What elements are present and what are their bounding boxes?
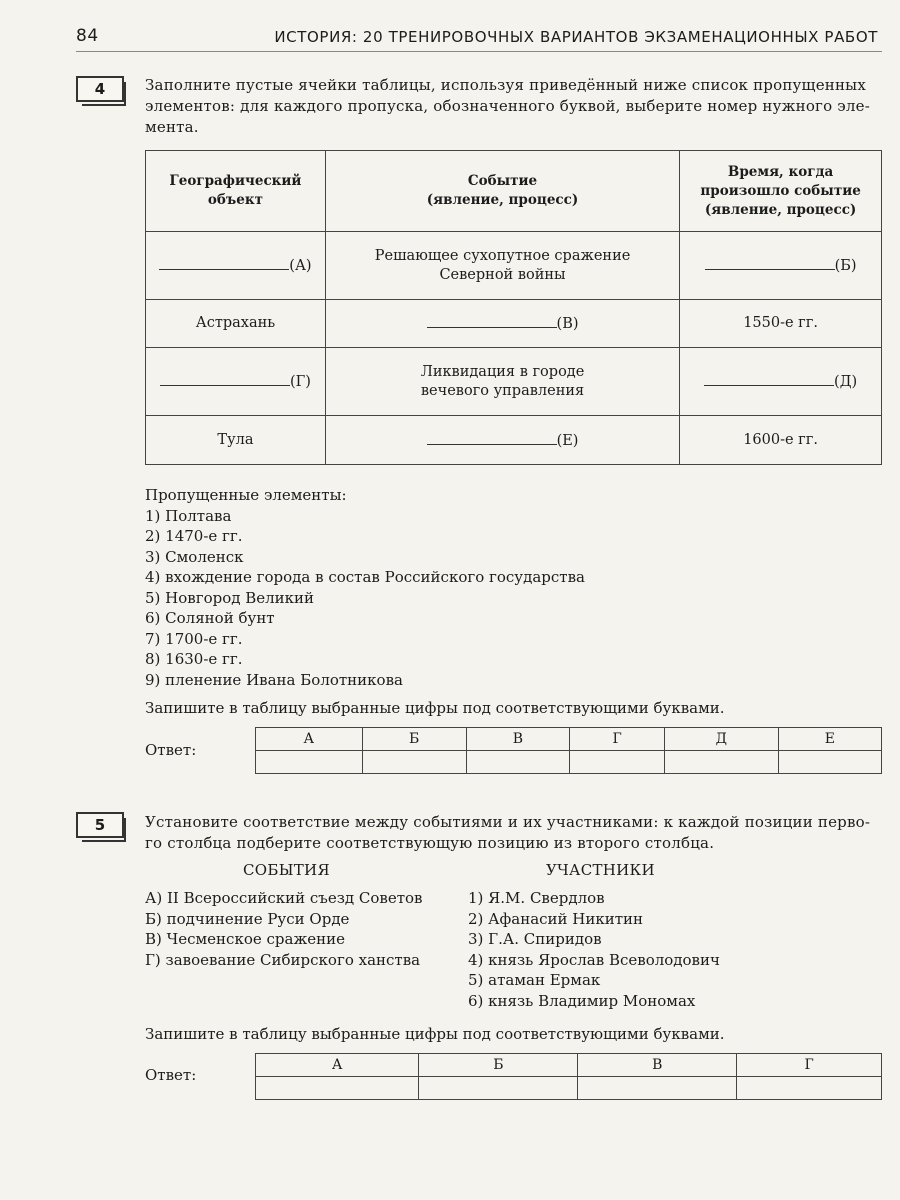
events-title: СОБЫТИЯ [243, 861, 330, 879]
answer-cell[interactable] [256, 751, 363, 774]
blank-cell-a[interactable]: (А) [146, 232, 326, 300]
q5-instruction: Запишите в таблицу выбранные цифры под соответствующими буквами. [145, 1025, 725, 1043]
table-row [146, 416, 882, 465]
list-item: 6) Соляной бунт [145, 609, 275, 627]
answer-input-row [256, 751, 882, 774]
list-item: 2) 1470-е гг. [145, 527, 243, 545]
table-cell: Ликвидация в городе вечевого управления [325, 348, 679, 416]
blank-cell-d[interactable]: (Д) [680, 348, 882, 416]
table-row [146, 348, 882, 416]
q4-text-line: мента. [145, 118, 199, 136]
participants-list [468, 888, 720, 1011]
answer-letters-row [256, 1054, 882, 1077]
answer-letter: А [256, 1054, 419, 1077]
blank-cell-v[interactable]: (В) [325, 300, 679, 348]
table-row [146, 232, 882, 300]
answer-cell[interactable] [419, 1077, 578, 1100]
running-title: ИСТОРИЯ: 20 ТРЕНИРОВОЧНЫХ ВАРИАНТОВ ЭКЗАМЕНАЦИОННЫХ РАБОТ [274, 28, 878, 46]
q5-answer-table [255, 1053, 882, 1100]
list-item: 4) вхождение города в состав Российского государства [145, 568, 585, 586]
answer-letter: Г [570, 728, 664, 751]
answer-letter: Б [362, 728, 466, 751]
answer-cell[interactable] [570, 751, 664, 774]
list-item: 5) Новгород Великий [145, 588, 315, 607]
missing-title: Пропущенные элементы: [145, 486, 347, 504]
answer-cell[interactable] [778, 751, 881, 774]
page-number: 84 [76, 26, 99, 46]
table-row [146, 300, 882, 348]
blank-cell-b[interactable]: (Б) [680, 232, 882, 300]
participants-title: УЧАСТНИКИ [546, 861, 655, 879]
list-item: 8) 1630-е гг. [145, 650, 243, 668]
answer-cell[interactable] [664, 751, 778, 774]
answer-letter: А [256, 728, 363, 751]
table-cell: 1600-е гг. [680, 416, 882, 465]
answer-letter: В [466, 728, 570, 751]
q5-text-line: Установите соответствие между событиями и их участниками: к каждой позиции перво- [145, 813, 871, 831]
table-cell: 1550-е гг. [680, 300, 882, 348]
missing-elements-list [145, 485, 585, 690]
events-list [145, 888, 422, 970]
blank-cell-e[interactable]: (Е) [325, 416, 679, 465]
answer-letters-row [256, 728, 882, 751]
list-item: В) Чесменское сражение [145, 930, 346, 948]
q4-text-line: элементов: для каждого пропуска, обозначенного буквой, выберите номер нужного эле- [145, 97, 870, 115]
q5-text-line: го столбца подберите соответствующую позицию из второго столбца. [145, 834, 715, 852]
q4-answer-table [255, 727, 882, 774]
question-number-5: 5 [76, 812, 124, 838]
list-item: 5) атаман Ермак [468, 971, 601, 989]
list-item: 6) князь Владимир Мономах [468, 991, 696, 1010]
blank-cell-g[interactable]: (Г) [146, 348, 326, 416]
answer-letter: Е [778, 728, 881, 751]
answer-cell[interactable] [256, 1077, 419, 1100]
list-item: 3) Смоленск [145, 547, 244, 566]
list-item: 1) Я.М. Свердлов [468, 889, 605, 907]
answer-cell[interactable] [737, 1077, 882, 1100]
table-cell: Решающее сухопутное сражение Северной войны [325, 232, 679, 300]
list-item: А) II Всероссийский съезд Советов [145, 889, 423, 907]
list-item: 1) Полтава [145, 506, 232, 525]
q5-text [145, 812, 882, 854]
answer-letter: Б [419, 1054, 578, 1077]
table-cell: Астрахань [146, 300, 326, 348]
q4-text-line: Заполните пустые ячейки таблицы, используя приведённый ниже список пропущенных [145, 76, 866, 94]
q5-answer-label: Ответ: [145, 1066, 197, 1084]
table-header-row [146, 151, 882, 232]
list-item: Б) подчинение Руси Орде [145, 909, 350, 928]
question-number-4: 4 [76, 76, 124, 102]
q4-instruction: Запишите в таблицу выбранные цифры под соответствующими буквами. [145, 699, 725, 717]
answer-cell[interactable] [466, 751, 570, 774]
list-item: 4) князь Ярослав Всеволодович [468, 950, 720, 969]
header-cell: Событие (явление, процесс) [325, 151, 679, 232]
answer-cell[interactable] [362, 751, 466, 774]
answer-letter: В [578, 1054, 737, 1077]
table-cell: Тула [146, 416, 326, 465]
answer-letter: Д [664, 728, 778, 751]
header-cell: Географический объект [146, 151, 326, 232]
list-item: 7) 1700-е гг. [145, 629, 243, 648]
header-cell: Время, когда произошло событие (явление, процесс) [680, 151, 882, 232]
list-item: 9) пленение Ивана Болотникова [145, 670, 403, 689]
list-item: 2) Афанасий Никитин [468, 909, 644, 928]
answer-letter: Г [737, 1054, 882, 1077]
list-item: 3) Г.А. Спиридов [468, 930, 602, 948]
list-item: Г) завоевание Сибирского ханства [145, 950, 421, 969]
q4-text [145, 75, 882, 138]
header-divider [76, 51, 882, 52]
q4-table [145, 150, 882, 465]
answer-input-row [256, 1077, 882, 1100]
q4-answer-label: Ответ: [145, 741, 197, 759]
answer-cell[interactable] [578, 1077, 737, 1100]
